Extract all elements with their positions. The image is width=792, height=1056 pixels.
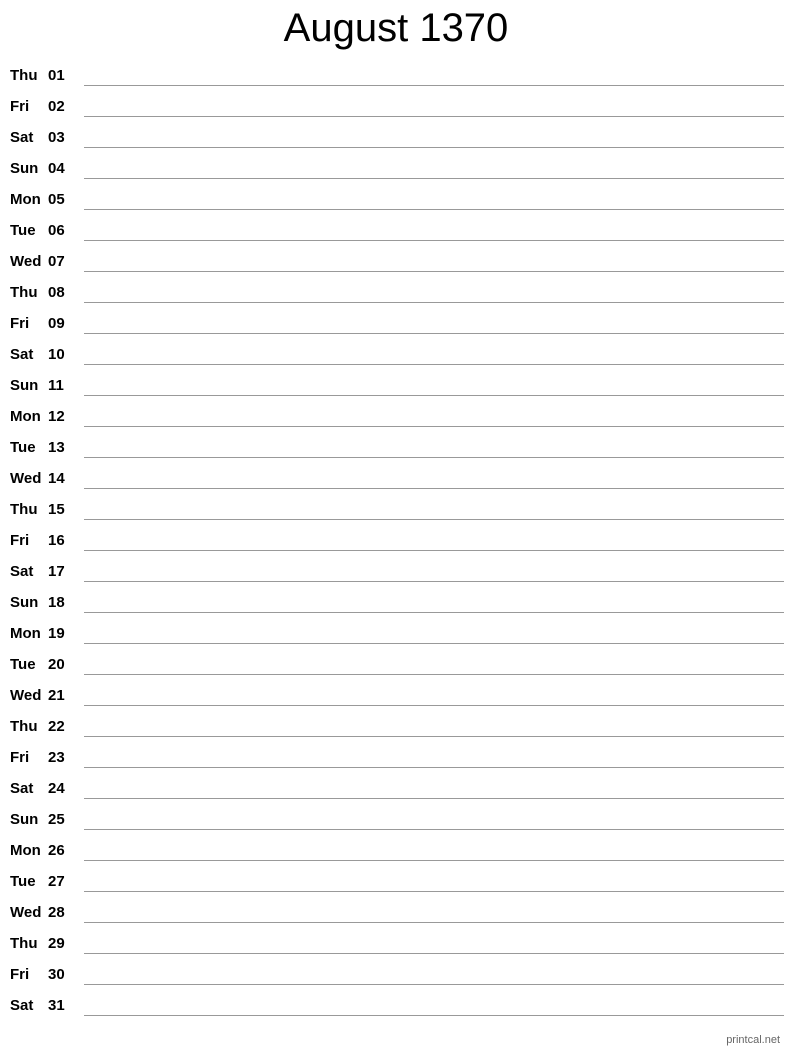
day-number: 07 xyxy=(48,253,65,270)
note-line xyxy=(84,271,784,272)
weekday-label: Fri xyxy=(10,749,30,766)
note-line xyxy=(84,116,784,117)
calendar-rows xyxy=(0,60,792,1021)
note-line xyxy=(84,705,784,706)
calendar-row xyxy=(0,91,792,122)
calendar-row xyxy=(0,401,792,432)
calendar-row xyxy=(0,928,792,959)
note-line xyxy=(84,922,784,923)
calendar-row xyxy=(0,897,792,928)
weekday-label: Thu xyxy=(10,935,38,952)
calendar-row xyxy=(0,525,792,556)
note-line xyxy=(84,364,784,365)
calendar-row xyxy=(0,804,792,835)
calendar-row xyxy=(0,184,792,215)
note-line xyxy=(84,643,784,644)
calendar-row xyxy=(0,959,792,990)
day-number: 19 xyxy=(48,625,65,642)
weekday-label: Thu xyxy=(10,718,38,735)
weekday-label: Mon xyxy=(10,842,41,859)
calendar-row xyxy=(0,990,792,1021)
calendar-row xyxy=(0,153,792,184)
day-number: 15 xyxy=(48,501,65,518)
note-line xyxy=(84,798,784,799)
day-number: 14 xyxy=(48,470,65,487)
day-number: 26 xyxy=(48,842,65,859)
weekday-label: Sat xyxy=(10,129,34,146)
weekday-label: Fri xyxy=(10,98,30,115)
calendar-row xyxy=(0,432,792,463)
calendar-row xyxy=(0,494,792,525)
calendar-row xyxy=(0,711,792,742)
day-number: 18 xyxy=(48,594,65,611)
note-line xyxy=(84,519,784,520)
weekday-label: Sat xyxy=(10,997,34,1014)
calendar-row xyxy=(0,649,792,680)
note-line xyxy=(84,85,784,86)
day-number: 31 xyxy=(48,997,65,1014)
day-number: 29 xyxy=(48,935,65,952)
weekday-label: Wed xyxy=(10,687,42,704)
calendar-row xyxy=(0,60,792,91)
calendar-row xyxy=(0,742,792,773)
day-number: 30 xyxy=(48,966,65,983)
weekday-label: Sat xyxy=(10,780,34,797)
day-number: 21 xyxy=(48,687,65,704)
note-line xyxy=(84,209,784,210)
day-number: 13 xyxy=(48,439,65,456)
day-number: 09 xyxy=(48,315,65,332)
day-number: 20 xyxy=(48,656,65,673)
calendar-row xyxy=(0,277,792,308)
calendar-row xyxy=(0,835,792,866)
note-line xyxy=(84,829,784,830)
weekday-label: Wed xyxy=(10,904,42,921)
weekday-label: Fri xyxy=(10,966,30,983)
day-number: 11 xyxy=(48,377,64,394)
weekday-label: Mon xyxy=(10,408,41,425)
day-number: 17 xyxy=(48,563,65,580)
day-number: 08 xyxy=(48,284,65,301)
calendar-row xyxy=(0,463,792,494)
note-line xyxy=(84,984,784,985)
weekday-label: Sat xyxy=(10,563,34,580)
note-line xyxy=(84,302,784,303)
day-number: 04 xyxy=(48,160,65,177)
calendar-row xyxy=(0,587,792,618)
weekday-label: Mon xyxy=(10,625,41,642)
weekday-label: Sun xyxy=(10,811,39,828)
weekday-label: Thu xyxy=(10,67,38,84)
calendar-row xyxy=(0,215,792,246)
weekday-label: Wed xyxy=(10,470,42,487)
weekday-label: Mon xyxy=(10,191,41,208)
day-number: 28 xyxy=(48,904,65,921)
calendar-row xyxy=(0,556,792,587)
weekday-label: Fri xyxy=(10,532,30,549)
note-line xyxy=(84,581,784,582)
weekday-label: Wed xyxy=(10,253,42,270)
day-number: 27 xyxy=(48,873,65,890)
weekday-label: Thu xyxy=(10,284,38,301)
note-line xyxy=(84,860,784,861)
weekday-label: Sun xyxy=(10,160,39,177)
note-line xyxy=(84,333,784,334)
calendar-row xyxy=(0,866,792,897)
calendar-row xyxy=(0,308,792,339)
weekday-label: Sat xyxy=(10,346,34,363)
weekday-label: Tue xyxy=(10,222,36,239)
note-line xyxy=(84,550,784,551)
note-line xyxy=(84,953,784,954)
note-line xyxy=(84,612,784,613)
note-line xyxy=(84,767,784,768)
day-number: 24 xyxy=(48,780,65,797)
day-number: 16 xyxy=(48,532,65,549)
calendar-row xyxy=(0,339,792,370)
weekday-label: Fri xyxy=(10,315,30,332)
day-number: 22 xyxy=(48,718,65,735)
calendar-row xyxy=(0,370,792,401)
weekday-label: Tue xyxy=(10,656,36,673)
note-line xyxy=(84,488,784,489)
note-line xyxy=(84,426,784,427)
calendar-row xyxy=(0,122,792,153)
calendar-row xyxy=(0,773,792,804)
day-number: 23 xyxy=(48,749,65,766)
weekday-label: Sun xyxy=(10,594,39,611)
page-title: August 1370 xyxy=(283,6,509,50)
note-line xyxy=(84,891,784,892)
day-number: 06 xyxy=(48,222,65,239)
day-number: 05 xyxy=(48,191,65,208)
note-line xyxy=(84,395,784,396)
note-line xyxy=(84,457,784,458)
calendar-row xyxy=(0,246,792,277)
weekday-label: Thu xyxy=(10,501,38,518)
note-line xyxy=(84,178,784,179)
day-number: 25 xyxy=(48,811,65,828)
day-number: 02 xyxy=(48,98,65,115)
footer-credit: printcal.net xyxy=(726,1034,780,1046)
note-line xyxy=(84,1015,784,1016)
calendar-row xyxy=(0,680,792,711)
note-line xyxy=(84,674,784,675)
note-line xyxy=(84,736,784,737)
note-line xyxy=(84,240,784,241)
weekday-label: Tue xyxy=(10,873,36,890)
weekday-label: Sun xyxy=(10,377,39,394)
day-number: 01 xyxy=(48,67,65,84)
weekday-label: Tue xyxy=(10,439,36,456)
note-line xyxy=(84,147,784,148)
day-number: 03 xyxy=(48,129,65,146)
calendar-row xyxy=(0,618,792,649)
day-number: 12 xyxy=(48,408,65,425)
day-number: 10 xyxy=(48,346,65,363)
